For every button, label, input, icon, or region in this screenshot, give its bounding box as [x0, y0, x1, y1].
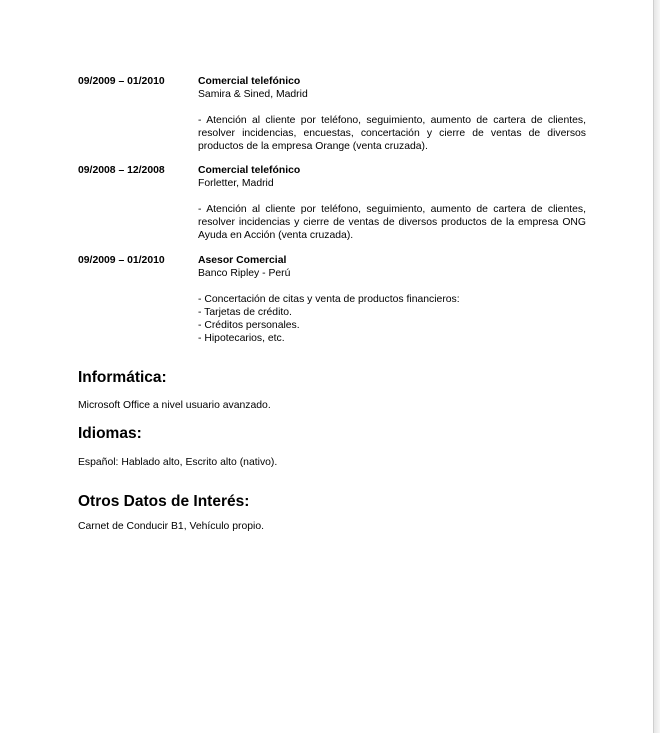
job-dates: 09/2009 – 01/2010	[78, 255, 165, 266]
duty-item: - Concertación de citas y venta de productos financieros:	[198, 294, 460, 305]
duty-item: - Tarjetas de crédito.	[198, 307, 292, 318]
duty-item: - Créditos personales.	[198, 320, 300, 331]
job-title: Comercial telefónico	[198, 76, 301, 87]
informatica-text: Microsoft Office a nivel usuario avanzado.	[78, 400, 271, 411]
job-company: Forletter, Madrid	[198, 178, 274, 189]
job-title: Asesor Comercial	[198, 255, 287, 266]
job-details	[198, 75, 586, 153]
job-description: - Atención al cliente por teléfono, seguimiento, aumento de cartera de clientes, resolver incidencias, encuestas, concertación y cierre de ventas de diversos productos de la empresa Orange (venta cruzada).	[198, 115, 586, 152]
job-description: - Atención al cliente por teléfono, seguimiento, aumento de cartera de clientes, resolver incidencias y cierre de ventas de diversos productos de la empresa ONG Ayuda en Acción (venta cruzada).	[198, 204, 586, 241]
job-dates: 09/2008 – 12/2008	[78, 165, 165, 176]
page-edge-shadow	[654, 0, 660, 733]
section-heading-informatica: Informática:	[78, 369, 167, 386]
section-heading-otros: Otros Datos de Interés:	[78, 493, 250, 510]
job-details	[198, 254, 586, 345]
idiomas-text: Español: Hablado alto, Escrito alto (nativo).	[78, 457, 278, 468]
job-details	[198, 164, 586, 242]
section-heading-idiomas: Idiomas:	[78, 425, 142, 442]
otros-text: Carnet de Conducir B1, Vehículo propio.	[78, 521, 264, 532]
job-title: Comercial telefónico	[198, 165, 301, 176]
job-company: Samira & Sined, Madrid	[198, 89, 308, 100]
job-duties-list	[198, 293, 586, 345]
job-company: Banco Ripley - Perú	[198, 268, 291, 279]
duty-item: - Hipotecarios, etc.	[198, 333, 285, 344]
job-dates: 09/2009 – 01/2010	[78, 76, 165, 87]
